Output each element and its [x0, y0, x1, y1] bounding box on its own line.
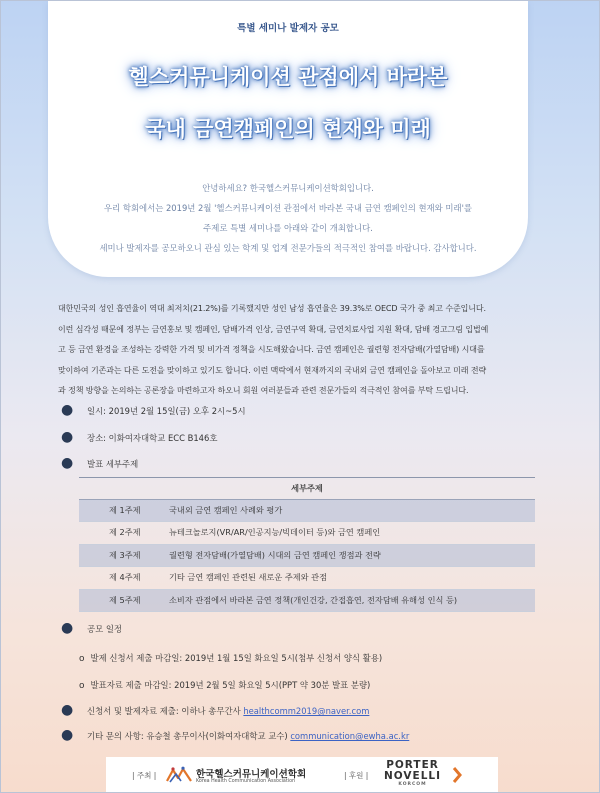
topic-text: 뉴테크놀로지(VR/AR/인공지능/빅데이터 등)와 금연 캠페인: [169, 527, 381, 538]
topic-text: 기타 금연 캠페인 관련된 새로운 주제와 관점: [169, 572, 327, 583]
table-row: [79, 545, 535, 567]
date-text: 일시: 2019년 2월 15일(금) 오후 2시~5시: [87, 406, 246, 416]
submit-contact-text: [87, 705, 369, 717]
kicker: 특별 세미나 발제자 공모: [237, 23, 339, 34]
bullet-icon: ●: [61, 429, 74, 445]
topic-number: 제 5주제: [109, 594, 141, 605]
schedule-deadline-1: [79, 652, 382, 664]
footer-sponsors: [106, 757, 498, 792]
intro-line: 우리 학회에서는 2019년 2월 '헬스커뮤니케이션 관점에서 바라본 국내 금연 캠페인의 현재와 미래'를: [104, 203, 472, 213]
host-label: | 주최 |: [132, 771, 157, 780]
paragraph-line: 과 정책 방향을 논의하는 공론장을 마련하고자 하오니 회원 여러분들과 관련 전문가들의 적극적인 참여를 부탁 드립니다.: [58, 386, 469, 395]
bullet-icon: ●: [61, 702, 74, 718]
inquiry-contact-text: [87, 730, 409, 742]
intro-line: 세미나 발제자를 공모하오니 관심 있는 학계 및 업계 전문가들의 적극적인 참여를 바랍니다. 감사합니다.: [99, 243, 477, 253]
deadline-text: 발표자료 제출 마감일: 2019년 2월 5일 화요일 5시(PPT 약 30분 발표 분량): [90, 680, 371, 690]
topic-text: 국내외 금연 캠페인 사례와 평가: [169, 505, 283, 515]
paragraph-line: 대한민국의 성인 흡연율이 역대 최저치(21.2%)를 기록했지만 성인 남성 흡연율은 39.3%로 OECD 국가 중 최고 수준입니다.: [58, 304, 486, 313]
place-text: 장소: 이화여자대학교 ECC B146호: [87, 433, 218, 443]
table-row: [79, 567, 535, 589]
intro-line: 안녕하세요? 한국헬스커뮤니케이션학회입니다.: [202, 183, 374, 193]
sponsor-line-2: NOVELLI: [384, 770, 442, 782]
submit-label: 신청서 및 발제자료 제출: 이하나 총무간사: [87, 706, 241, 716]
paragraph-line: 고 등 금연 환경을 조성하는 강력한 가격 및 비가격 정책을 시도해왔습니다. 금연 캠페인은 궐련형 전자담배(가열담배) 시대를: [58, 345, 485, 354]
circle-bullet-icon: o: [79, 681, 85, 691]
sponsor-label: | 후원 |: [344, 771, 369, 780]
topic-text: 소비자 관점에서 바라본 금연 정책(개인건강, 간접흡연, 전자담배 유해성 인식 등): [169, 594, 458, 605]
hero-panel: [48, 1, 528, 277]
sponsor-line-3: KORCOM: [398, 782, 427, 787]
body-paragraph: [58, 299, 558, 402]
deadline-text: 발제 신청서 제출 마감일: 2019년 1월 15일 화요일 5시(첨부 신청서 양식 활용): [90, 653, 383, 663]
topics-label: 발표 세부주제: [87, 459, 139, 469]
host-logo-icon: [166, 766, 192, 784]
sponsor-chevron-icon: [452, 767, 462, 783]
schedule-label: 공모 일정: [87, 624, 123, 634]
bullet-icon: ●: [61, 455, 74, 471]
host-name-en: Korea Health Communication Association: [196, 779, 296, 784]
table-header: 세부주제: [79, 478, 535, 500]
table-row: [79, 500, 535, 522]
table-row: [79, 590, 535, 612]
paragraph-line: 맞이하여 기존과는 다른 도전을 맞이하고 있기도 합니다. 이런 맥락에서 현재까지의 국내외 금연 캠페인을 돌아보고 미래 전략: [58, 365, 487, 375]
sponsor-logo: [384, 760, 441, 787]
topic-number: 제 1주제: [109, 505, 141, 515]
topic-number: 제 3주제: [109, 549, 141, 560]
host-name: 한국헬스커뮤니케이션학회: [196, 769, 307, 780]
bullet-icon: ●: [61, 620, 74, 636]
inquiry-label: 기타 문의 사항: 유승철 총무이사(이화여자대학교 교수): [87, 731, 288, 741]
topic-number: 제 4주제: [109, 572, 141, 583]
topics-table: [79, 477, 535, 612]
table-row: [79, 522, 535, 544]
inquiry-email-link[interactable]: communication@ewha.ac.kr: [290, 731, 410, 741]
bullet-icon: ●: [61, 402, 74, 418]
topic-text: 궐련형 전자담배(가열담배) 시대의 금연 캠페인 쟁점과 전략: [169, 549, 381, 560]
bullet-icon: ●: [61, 727, 74, 743]
schedule-deadline-2: [79, 679, 370, 691]
title-line-1: 헬스커뮤니케이션 관점에서 바라본: [128, 65, 448, 89]
paragraph-line: 이런 심각성 때문에 정부는 금연홍보 및 캠페인, 담배가격 인상, 금연구역 확대, 금연치료사업 지원 확대, 담배 경고그림 입법예: [58, 324, 489, 334]
intro-line: 주제로 특별 세미나를 아래와 같이 개최합니다.: [203, 223, 373, 233]
circle-bullet-icon: o: [79, 654, 85, 664]
submit-email-link[interactable]: healthcomm2019@naver.com: [243, 706, 370, 716]
topic-number: 제 2주제: [109, 527, 141, 538]
sponsor-line-1: PORTER: [386, 759, 439, 771]
title-line-2: 국내 금연캠페인의 현재와 미래: [145, 117, 431, 141]
